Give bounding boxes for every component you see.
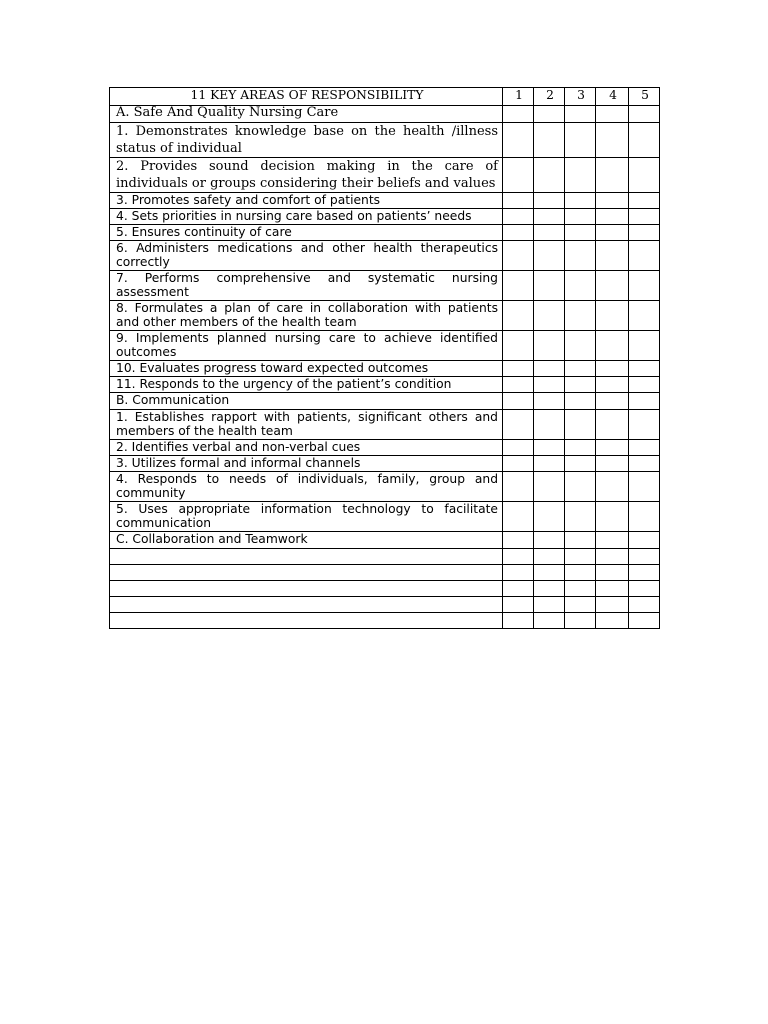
header-row xyxy=(110,88,660,106)
rating-cell[interactable] xyxy=(565,440,596,456)
rating-cell[interactable] xyxy=(534,502,565,532)
rating-cell[interactable] xyxy=(596,271,629,301)
item-label: 4. Responds to needs of individuals, family, group and community xyxy=(110,472,503,502)
rating-cell[interactable] xyxy=(596,410,629,440)
table-row xyxy=(110,158,660,193)
rating-cell[interactable] xyxy=(596,158,629,193)
rating-cell[interactable] xyxy=(503,301,534,331)
rating-cell[interactable] xyxy=(503,565,534,581)
rating-cell[interactable] xyxy=(565,106,596,123)
rating-cell[interactable] xyxy=(534,440,565,456)
rating-cell[interactable] xyxy=(629,549,660,565)
rating-cell[interactable] xyxy=(534,472,565,502)
rating-cell[interactable] xyxy=(534,597,565,613)
blank-item-cell[interactable] xyxy=(110,581,503,597)
rating-cell[interactable] xyxy=(503,532,534,549)
table-row xyxy=(110,456,660,472)
rating-cell[interactable] xyxy=(565,565,596,581)
section-c-heading: C. Collaboration and Teamwork xyxy=(110,532,503,549)
rating-cell[interactable] xyxy=(534,581,565,597)
rating-cell[interactable] xyxy=(534,532,565,549)
rating-cell[interactable] xyxy=(629,241,660,271)
rating-cell[interactable] xyxy=(534,331,565,361)
rating-cell[interactable] xyxy=(503,613,534,629)
rating-cell[interactable] xyxy=(629,301,660,331)
rating-cell[interactable] xyxy=(503,502,534,532)
rating-cell[interactable] xyxy=(629,193,660,209)
rating-cell[interactable] xyxy=(629,331,660,361)
rating-cell[interactable] xyxy=(503,410,534,440)
rating-cell[interactable] xyxy=(565,123,596,158)
blank-item-cell[interactable] xyxy=(110,613,503,629)
item-label: 3. Utilizes formal and informal channels xyxy=(110,456,503,472)
table-row xyxy=(110,241,660,271)
rating-cell[interactable] xyxy=(534,377,565,393)
rating-cell[interactable] xyxy=(565,193,596,209)
rating-cell[interactable] xyxy=(503,193,534,209)
rating-cell[interactable] xyxy=(565,597,596,613)
rating-cell[interactable] xyxy=(565,209,596,225)
rating-cell[interactable] xyxy=(565,472,596,502)
rating-cell[interactable] xyxy=(565,301,596,331)
rating-cell[interactable] xyxy=(565,331,596,361)
blank-item-cell[interactable] xyxy=(110,549,503,565)
blank-item-cell[interactable] xyxy=(110,597,503,613)
item-label: 3. Promotes safety and comfort of patients xyxy=(110,193,503,209)
responsibility-rating-table xyxy=(109,87,660,629)
rating-cell[interactable] xyxy=(503,123,534,158)
item-label: 7. Performs comprehensive and systematic nursing assessment xyxy=(110,271,503,301)
rating-cell[interactable] xyxy=(503,440,534,456)
table-row xyxy=(110,472,660,502)
rating-cell[interactable] xyxy=(503,456,534,472)
table-title: 11 KEY AREAS OF RESPONSIBILITY xyxy=(110,88,503,106)
section-row xyxy=(110,106,660,123)
rating-cell[interactable] xyxy=(503,225,534,241)
item-label: 11. Responds to the urgency of the patient’s condition xyxy=(110,377,503,393)
rating-cell[interactable] xyxy=(629,613,660,629)
item-label: 8. Formulates a plan of care in collaboration with patients and other members of the health team xyxy=(110,301,503,331)
rating-cell[interactable] xyxy=(534,456,565,472)
rating-cell[interactable] xyxy=(503,377,534,393)
rating-cell[interactable] xyxy=(565,377,596,393)
rating-cell[interactable] xyxy=(629,502,660,532)
rating-cell[interactable] xyxy=(596,581,629,597)
item-label: 5. Uses appropriate information technology to facilitate communication xyxy=(110,502,503,532)
blank-row xyxy=(110,549,660,565)
rating-cell[interactable] xyxy=(629,532,660,549)
rating-cell[interactable] xyxy=(534,613,565,629)
rating-cell[interactable] xyxy=(596,193,629,209)
rating-cell[interactable] xyxy=(596,241,629,271)
rating-cell[interactable] xyxy=(503,472,534,502)
rating-cell[interactable] xyxy=(596,613,629,629)
rating-cell[interactable] xyxy=(534,393,565,410)
item-label: 2. Provides sound decision making in the care of individuals or groups considering their beliefs and values xyxy=(110,158,503,193)
rating-cell[interactable] xyxy=(565,613,596,629)
rating-cell[interactable] xyxy=(534,209,565,225)
item-label: 1. Establishes rapport with patients, significant others and members of the health team xyxy=(110,410,503,440)
table-row xyxy=(110,502,660,532)
section-b-heading: B. Communication xyxy=(110,393,503,410)
rating-cell[interactable] xyxy=(565,361,596,377)
table-row xyxy=(110,361,660,377)
rating-cell[interactable] xyxy=(596,456,629,472)
rating-cell[interactable] xyxy=(503,271,534,301)
rating-cell[interactable] xyxy=(565,410,596,440)
blank-row xyxy=(110,565,660,581)
rating-cell[interactable] xyxy=(503,106,534,123)
table-row xyxy=(110,410,660,440)
blank-row xyxy=(110,581,660,597)
table-row xyxy=(110,301,660,331)
rating-cell[interactable] xyxy=(629,472,660,502)
rating-cell[interactable] xyxy=(629,456,660,472)
rating-cell[interactable] xyxy=(503,158,534,193)
item-label: 6. Administers medications and other health therapeutics correctly xyxy=(110,241,503,271)
rating-cell[interactable] xyxy=(596,361,629,377)
rating-cell[interactable] xyxy=(503,331,534,361)
rating-cell[interactable] xyxy=(565,393,596,410)
rating-cell[interactable] xyxy=(565,532,596,549)
rating-cell[interactable] xyxy=(596,377,629,393)
rating-cell[interactable] xyxy=(629,361,660,377)
table-row xyxy=(110,271,660,301)
rating-cell[interactable] xyxy=(534,410,565,440)
rating-cell[interactable] xyxy=(596,123,629,158)
rating-cell[interactable] xyxy=(596,472,629,502)
section-a-heading: A. Safe And Quality Nursing Care xyxy=(110,106,503,123)
rating-cell[interactable] xyxy=(596,549,629,565)
rating-cell[interactable] xyxy=(596,393,629,410)
rating-cell[interactable] xyxy=(503,241,534,271)
item-label: 4. Sets priorities in nursing care based on patients’ needs xyxy=(110,209,503,225)
rating-cell[interactable] xyxy=(629,440,660,456)
rating-cell[interactable] xyxy=(565,241,596,271)
item-label: 9. Implements planned nursing care to achieve identified outcomes xyxy=(110,331,503,361)
rating-cell[interactable] xyxy=(596,301,629,331)
rating-cell[interactable] xyxy=(534,123,565,158)
rating-cell[interactable] xyxy=(565,225,596,241)
rating-cell[interactable] xyxy=(534,301,565,331)
rating-header-4: 4 xyxy=(596,88,629,106)
blank-item-cell[interactable] xyxy=(110,565,503,581)
rating-cell[interactable] xyxy=(629,581,660,597)
table-row xyxy=(110,193,660,209)
rating-cell[interactable] xyxy=(565,456,596,472)
rating-cell[interactable] xyxy=(596,502,629,532)
rating-cell[interactable] xyxy=(534,225,565,241)
rating-cell[interactable] xyxy=(534,241,565,271)
rating-cell[interactable] xyxy=(629,158,660,193)
rating-cell[interactable] xyxy=(596,225,629,241)
rating-cell[interactable] xyxy=(534,361,565,377)
rating-cell[interactable] xyxy=(629,393,660,410)
rating-cell[interactable] xyxy=(629,225,660,241)
rating-cell[interactable] xyxy=(534,158,565,193)
section-row xyxy=(110,532,660,549)
rating-cell[interactable] xyxy=(629,271,660,301)
rating-cell[interactable] xyxy=(596,597,629,613)
rating-cell[interactable] xyxy=(596,209,629,225)
blank-row xyxy=(110,613,660,629)
rating-cell[interactable] xyxy=(534,271,565,301)
rating-cell[interactable] xyxy=(629,410,660,440)
rating-cell[interactable] xyxy=(503,393,534,410)
rating-cell[interactable] xyxy=(503,581,534,597)
rating-cell[interactable] xyxy=(629,209,660,225)
rating-cell[interactable] xyxy=(534,565,565,581)
table-row xyxy=(110,377,660,393)
rating-cell[interactable] xyxy=(629,106,660,123)
rating-header-2: 2 xyxy=(534,88,565,106)
item-label: 1. Demonstrates knowledge base on the health /illness status of individual xyxy=(110,123,503,158)
section-row xyxy=(110,393,660,410)
rating-cell[interactable] xyxy=(565,502,596,532)
blank-row xyxy=(110,597,660,613)
rating-cell[interactable] xyxy=(534,549,565,565)
table-row xyxy=(110,209,660,225)
rating-cell[interactable] xyxy=(596,532,629,549)
rating-cell[interactable] xyxy=(596,565,629,581)
rating-cell[interactable] xyxy=(534,193,565,209)
rating-cell[interactable] xyxy=(596,440,629,456)
rating-cell[interactable] xyxy=(503,597,534,613)
rating-cell[interactable] xyxy=(503,361,534,377)
item-label: 2. Identifies verbal and non-verbal cues xyxy=(110,440,503,456)
rating-cell[interactable] xyxy=(629,377,660,393)
item-label: 10. Evaluates progress toward expected outcomes xyxy=(110,361,503,377)
rating-cell[interactable] xyxy=(596,331,629,361)
rating-cell[interactable] xyxy=(565,549,596,565)
rating-cell[interactable] xyxy=(503,209,534,225)
rating-cell[interactable] xyxy=(534,106,565,123)
rating-cell[interactable] xyxy=(503,549,534,565)
table-row xyxy=(110,440,660,456)
rating-cell[interactable] xyxy=(596,106,629,123)
rating-cell[interactable] xyxy=(629,123,660,158)
rating-header-5: 5 xyxy=(629,88,660,106)
table-row xyxy=(110,123,660,158)
rating-cell[interactable] xyxy=(565,158,596,193)
rating-header-1: 1 xyxy=(503,88,534,106)
rating-cell[interactable] xyxy=(565,271,596,301)
item-label: 5. Ensures continuity of care xyxy=(110,225,503,241)
rating-cell[interactable] xyxy=(629,597,660,613)
table-row xyxy=(110,225,660,241)
table-row xyxy=(110,331,660,361)
rating-cell[interactable] xyxy=(565,581,596,597)
rating-header-3: 3 xyxy=(565,88,596,106)
rating-cell[interactable] xyxy=(629,565,660,581)
